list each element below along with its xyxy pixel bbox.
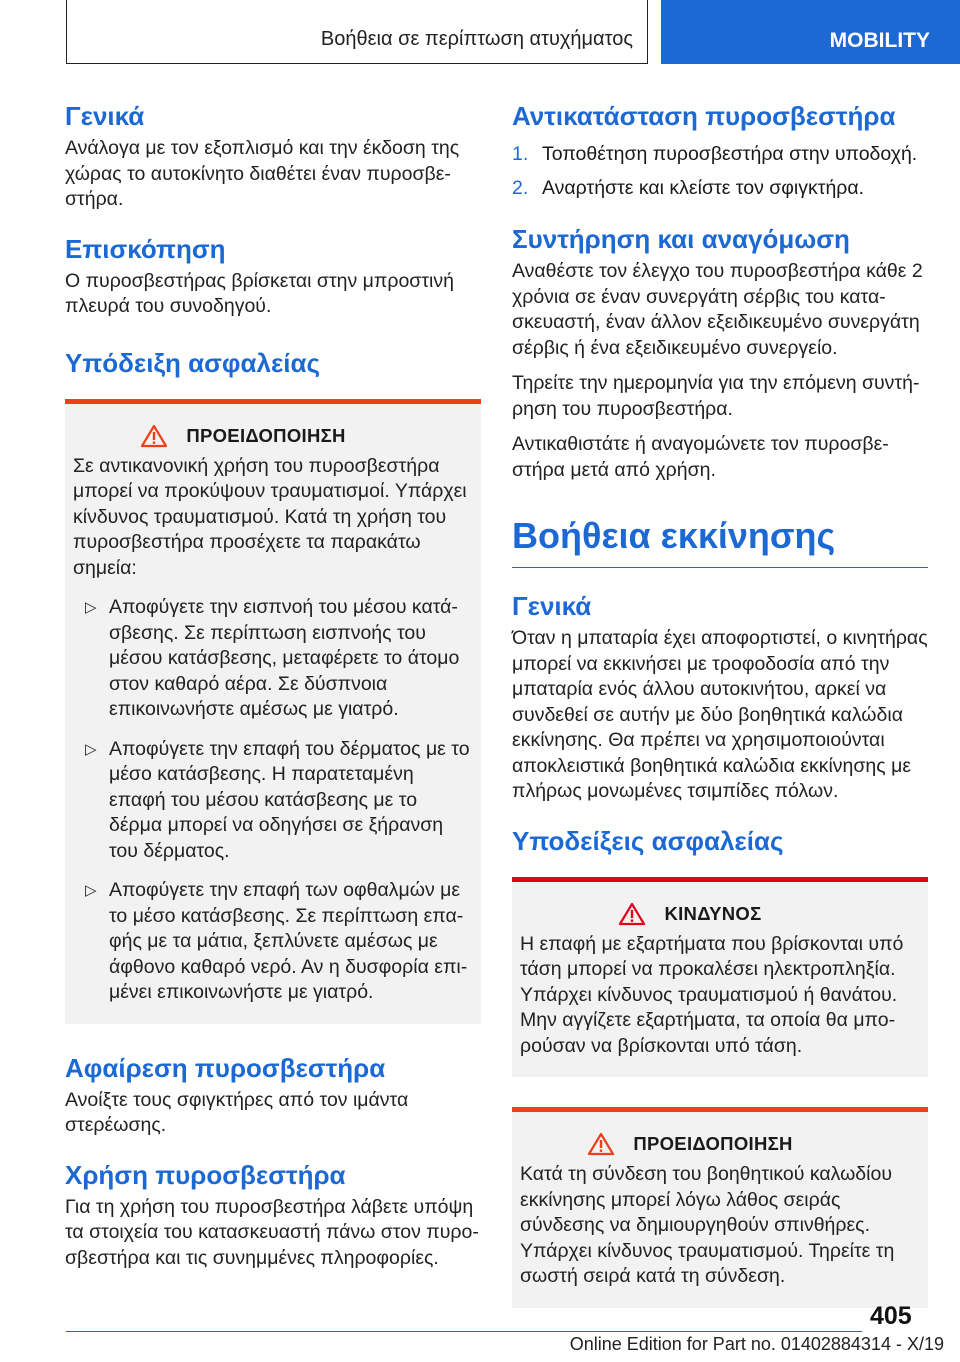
warning-list (73, 595, 473, 1006)
triangle-bullet-icon: ▷ (85, 882, 97, 899)
section-title-overview: Επισκόπηση (65, 233, 226, 264)
danger-box (512, 877, 928, 1078)
danger-title: ΚΙΝΔΥΝΟΣ (664, 902, 762, 924)
danger-text: Η επαφή με εξαρτήματα που βρίσκονται υπό τάση μπορεί να προκαλέσει ηλεκτροπληξία. Υπάρχει κίνδυνος τραυματισμού ή θανάτου. Μην αγγίζετε εξαρτήματα, τα οποία θα μπορούσαν να βρίσκονται υπό τάση. (520, 932, 904, 1057)
header-box (66, 0, 648, 64)
section-title-safety-2: Υποδείξεις ασφαλείας (512, 825, 784, 856)
list-item: ▷ Αποφύγετε την επαφή των οφθαλμών με το μέσο κατάσβεσης. Σε περίπτωση επαφής με τα μάτια, ξεπλύνετε αμέσως με άφθονο καθαρό νερό. Αν η δυσφορία επιμένει επικοινωνήστε με γιατρό. (85, 879, 468, 1003)
remove-text: Ανοίξτε τους σφιγκτήρες από τον ιμάντα στερέωσης. (65, 1088, 409, 1136)
section-title-safety: Υπόδειξη ασφαλείας (65, 347, 321, 378)
list-item: 1. Τοποθέτηση πυροσβεστήρα στην υποδοχή. (512, 143, 918, 165)
section-title-general-2: Γενικά (512, 591, 592, 621)
triangle-bullet-icon: ▷ (85, 740, 97, 758)
left-column (65, 100, 481, 1271)
footer-edition: Online Edition for Part no. 01402884314 - X/19 (569, 1334, 944, 1354)
use-text: Για τη χρήση του πυροσβεστήρα λάβετε υπόψη τα στοιχεία του κατασκευαστή πάνω στον πυροσβεστήρα και τις συνημμένες πληροφορίες. (65, 1195, 479, 1269)
general-text: Ανάλογα με τον εξοπλισμό και την έκδοση της χώρας το αυτοκίνητο διαθέτει έναν πυροσβεστήρα. (65, 137, 460, 210)
list-item: ▷ Αποφύγετε την εισπνοή του μέσου κατάσβεσης. Σε περίπτωση εισπνοής του μέσου κατάσβεσης, μεταφέρετε το άτομο στον καθαρό αέρα. Σε δύσπνοια επικοινωνήστε αμέσως με γιατρό. (85, 596, 460, 720)
replace-steps (512, 142, 928, 201)
maintenance-text-2: Τηρείτε την ημερομηνία για την επόμενη συντήρηση του πυροσβεστήρα. (512, 372, 920, 420)
warning-triangle-icon (587, 1132, 615, 1156)
section-title-replace: Αντικατάσταση πυροσβεστήρα (512, 101, 896, 131)
list-item: 2. Αναρτήστε και κλείστε τον σφιγκτήρα. (512, 176, 865, 199)
warning-box-2 (512, 1107, 928, 1308)
jump-start-text: Όταν η μπαταρία έχει αποφορτιστεί, ο κινητήρας μπορεί να εκκινήσει με τροφοδοσία από την μπαταρία ενός άλλου αυτοκινήτου, αρκεί να συνδεθεί σε αυτήν με δύο βοηθητικά καλώδια εκκίνησης. Θα πρέπει να χρησιμοποιούνται αποκλειστικά βοηθητικά καλώδια εκκίνησης με πλήρως μονωμένες τσιμπίδες πόλων. (512, 627, 928, 802)
warning-text-2: Κατά τη σύνδεση του βοηθητικού καλωδίου εκκίνησης μπορεί λόγω λάθος σειράς σύνδεσης να δημιουργηθούν σπινθήρες. Υπάρχει κίνδυνος τραυματισμού. Τηρείτε τη σωστή σειρά κατά τη σύνδεση. (520, 1163, 895, 1287)
section-title-use: Χρήση πυροσβεστήρα (65, 1159, 346, 1190)
list-item: ▷ Αποφύγετε την επαφή του δέρματος με το μέσο κατάσβεσης. Η παρατεταμένη επαφή του μέσου κατάσβεσης με το δέρμα μπορεί να οδηγήσει σε ξήρανση του δέρματος. (85, 737, 470, 862)
warning-box (65, 399, 481, 1024)
warning-title-2: ΠΡΟΕΙΔΟΠΟΙΗΣΗ (633, 1133, 793, 1154)
mobility-tab[interactable]: MOBILITY (661, 0, 960, 64)
overview-text: Ο πυροσβεστήρας βρίσκεται στην μπροστινή πλευρά του συνοδηγού. (65, 269, 454, 317)
header-title: Βοήθεια σε περίπτωση ατυχήματος (320, 28, 633, 50)
maintenance-text-3: Αντικαθιστάτε ή αναγομώνετε τον πυροσβεστήρα μετά από χρήση. (512, 433, 889, 481)
warning-text: Σε αντικανονική χρήση του πυροσβεστήρα μπορεί να προκύψουν τραυματισμοί. Υπάρχει κίνδυνος τραυματισμού. Κατά τη χρήση του πυροσβεστήρα προσέχετε τα παρακάτω σημεία: (73, 454, 467, 579)
danger-triangle-icon (618, 902, 646, 926)
section-title-remove: Αφαίρεση πυροσβεστήρα (65, 1052, 386, 1083)
maintenance-text-1: Αναθέστε τον έλεγχο του πυροσβεστήρα κάθε 2 χρόνια σε έναν συνεργάτη σέρβις του κατασκευαστή, έναν άλλον εξειδικευμένο συνεργάτη σέρβις ή ένα εξειδικευμένο συνεργείο. (512, 260, 923, 359)
page-number: 405 (870, 1302, 912, 1330)
chapter-title-jump-start: Βοήθεια εκκίνησης (512, 515, 928, 568)
footer-divider (66, 1331, 862, 1332)
right-column (512, 100, 928, 1308)
section-title-general: Γενικά (65, 101, 145, 131)
warning-triangle-icon (140, 424, 168, 448)
triangle-bullet-icon: ▷ (85, 599, 97, 616)
section-title-maintenance: Συντήρηση και αναγόμωση (512, 224, 850, 254)
warning-title: ΠΡΟΕΙΔΟΠΟΙΗΣΗ (186, 424, 346, 446)
